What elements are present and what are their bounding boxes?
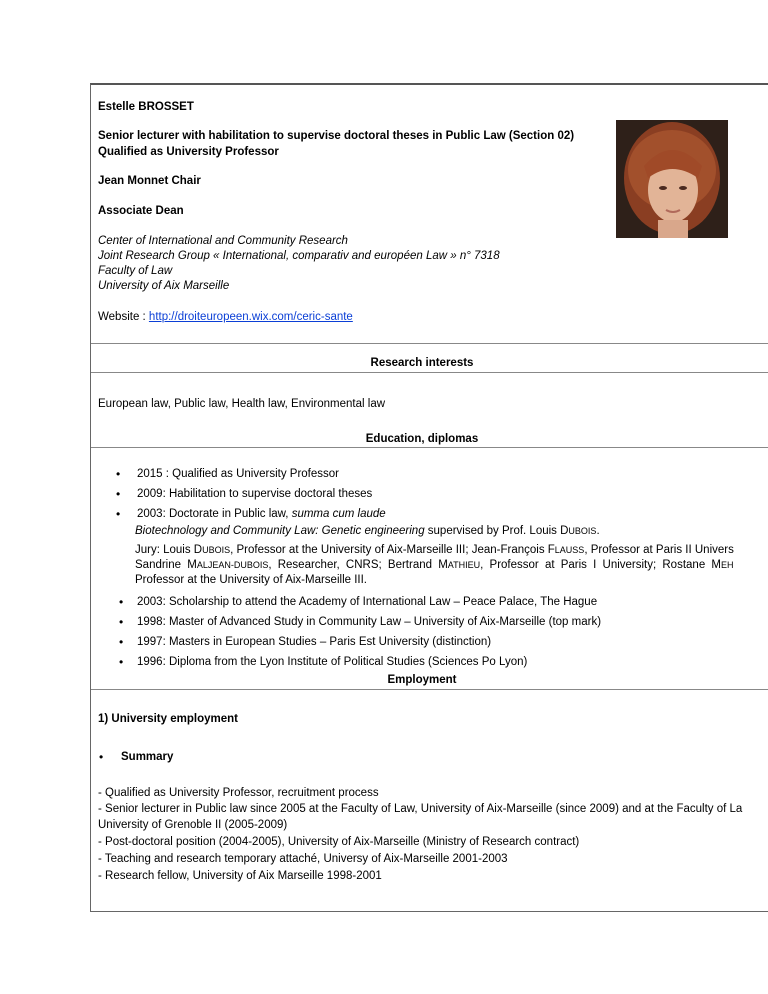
thesis-supervisor: supervised by Prof. Louis D	[424, 525, 569, 537]
jury-text: , Professor at Paris II Univers	[584, 544, 734, 556]
divider	[91, 372, 768, 373]
jury-text-sc: UBOIS	[202, 545, 231, 555]
jury-text-sc: ALJEAN-DUBOIS	[196, 560, 269, 570]
jury-text: , Researcher, CNRS; Bertrand M	[268, 559, 448, 571]
research-text: European law, Public law, Health law, Environmental law	[98, 398, 386, 410]
jury-text: Sandrine M	[135, 559, 197, 571]
person-name: Estelle BROSSET	[98, 101, 194, 113]
thesis-title: Biotechnology and Community Law: Genetic engineering	[135, 525, 425, 537]
education-item: 2009: Habilitation to supervise doctoral theses	[137, 488, 373, 500]
affiliation-line-2: Joint Research Group « International, comparativ and européen Law » n° 7318	[98, 250, 500, 262]
jury-text: Jury: Louis D	[135, 544, 203, 556]
role-title: Associate Dean	[98, 205, 184, 217]
doctorate-text: 2003: Doctorate in Public law,	[137, 508, 292, 520]
education-item: 1996: Diploma from the Lyon Institute of Political Studies (Sciences Po Lyon)	[137, 656, 528, 668]
jury-line-2	[135, 559, 734, 571]
bullet-icon: •	[116, 487, 121, 501]
education-item: 2003: Scholarship to attend the Academy of International Law – Peace Palace, The Hague	[137, 596, 598, 608]
bullet-icon: •	[116, 507, 121, 521]
employment-line: - Teaching and research temporary attaché, Universy of Aix-Marseille 2001-2003	[98, 853, 508, 865]
portrait-photo	[616, 120, 728, 238]
employment-subheading: 1) University employment	[98, 713, 238, 725]
thesis-supervisor-sc: UBOIS	[568, 526, 597, 536]
education-heading: Education, diplomas	[365, 433, 479, 445]
bullet-icon: •	[119, 595, 124, 609]
jury-text: , Professor at Paris I University; Rostane M	[480, 559, 721, 571]
jury-line-3: Professor at the University of Aix-Marseille III.	[135, 574, 367, 586]
jury-text: , Professor at the University of Aix-Marseille III; Jean-François F	[230, 544, 555, 556]
cv-frame	[90, 83, 768, 912]
education-item-doctorate	[137, 508, 386, 520]
thesis-line	[135, 525, 600, 537]
employment-line: University of Grenoble II (2005-2009)	[98, 819, 288, 831]
research-heading: Research interests	[370, 357, 474, 369]
website-link[interactable]: http://droiteuropeen.wix.com/ceric-sante	[148, 311, 353, 323]
thesis-end: .	[596, 525, 600, 537]
bullet-icon: •	[119, 615, 124, 629]
bullet-icon: •	[99, 750, 104, 764]
jury-text-sc: ATHIEU	[447, 560, 481, 570]
jury-text-sc: EH	[721, 560, 734, 570]
bullet-icon: •	[116, 467, 121, 481]
divider	[91, 343, 768, 344]
employment-line: - Post-doctoral position (2004-2005), University of Aix-Marseille (Ministry of Research contract)	[98, 836, 580, 848]
bullet-icon: •	[119, 655, 124, 669]
education-item: 1998: Master of Advanced Study in Community Law – University of Aix-Marseille (top mark)	[137, 616, 602, 628]
website-row	[98, 311, 353, 323]
employment-line: - Senior lecturer in Public law since 2005 at the Faculty of Law, University of Aix-Marseille (since 2009) and at the Faculty of La	[98, 803, 743, 815]
employment-line: - Research fellow, University of Aix Marseille 1998-2001	[98, 870, 382, 882]
bullet-icon: •	[119, 635, 124, 649]
title-line-2: Qualified as University Professor	[98, 146, 279, 158]
chair-title: Jean Monnet Chair	[98, 175, 201, 187]
doctorate-honor: summa cum laude	[291, 508, 386, 520]
employment-heading: Employment	[387, 674, 457, 686]
jury-text-sc: LAUSS	[554, 545, 585, 555]
affiliation-line-4: University of Aix Marseille	[98, 280, 230, 292]
jury-line-1	[135, 544, 734, 556]
title-line-1: Senior lecturer with habilitation to supervise doctoral theses in Public Law (Section 02)	[98, 130, 575, 142]
affiliation-line-3: Faculty of Law	[98, 265, 173, 277]
education-item: 2015 : Qualified as University Professor	[137, 468, 339, 480]
website-label: Website :	[98, 311, 149, 323]
employment-line: - Qualified as University Professor, recruitment process	[98, 787, 379, 799]
affiliation-line-1: Center of International and Community Research	[98, 235, 348, 247]
divider	[91, 447, 768, 448]
divider	[91, 689, 768, 690]
education-item: 1997: Masters in European Studies – Paris Est University (distinction)	[137, 636, 492, 648]
summary-label: Summary	[121, 751, 174, 763]
